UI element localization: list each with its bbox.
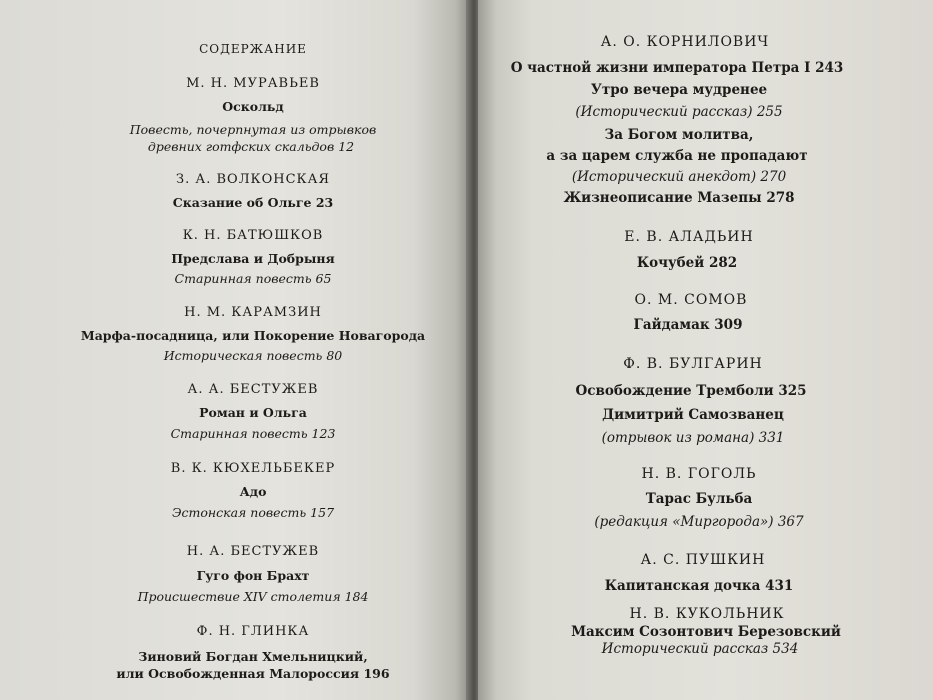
entry-title: Адо — [239, 484, 267, 499]
entry-subtitle: (отрывок из романа) 331 — [601, 430, 785, 446]
entry-subtitle: (редакция «Миргорода») 367 — [594, 514, 804, 530]
entry-subtitle: Старинная повесть 123 — [170, 426, 336, 441]
entry-title: Марфа-посадница, или Покорение Новагорода — [80, 328, 426, 343]
entry-subtitle: Исторический рассказ 534 — [601, 641, 799, 657]
entry-title: Роман и Ольга — [199, 405, 307, 420]
entry-author: М. Н. МУРАВЬЕВ — [186, 76, 320, 91]
entry-title: Капитанская дочка 431 — [604, 578, 794, 594]
entry-subtitle: (Исторический анекдот) 270 — [571, 169, 787, 185]
entry-title: Тарас Бульба — [645, 491, 753, 507]
entry-title: За Богом молитва, — [604, 127, 754, 143]
entry-title: Предслава и Добрыня — [171, 251, 335, 266]
entry-author: А. С. ПУШКИН — [640, 552, 766, 568]
entry-title: Освобождение Тремболи 325 — [575, 383, 807, 399]
entry-title: Утро вечера мудренее — [590, 82, 768, 98]
entry-author: А. А. БЕСТУЖЕВ — [187, 382, 319, 397]
entry-subtitle: древних готфских скальдов 12 — [147, 139, 355, 154]
entry-title: или Освобожденная Малороссия 196 — [116, 666, 390, 681]
entry-author: Ф. В. БУЛГАРИН — [623, 356, 763, 372]
entry-author: О. М. СОМОВ — [634, 292, 748, 308]
entry-author: К. Н. БАТЮШКОВ — [182, 228, 324, 243]
entry-author: Н. А. БЕСТУЖЕВ — [186, 544, 320, 559]
entry-subtitle: Историческая повесть 80 — [163, 348, 343, 363]
entry-title: Оскольд — [222, 99, 284, 114]
entry-author: Е. В. АЛАДЬИН — [624, 229, 754, 245]
entry-subtitle: (Исторический рассказ) 255 — [575, 104, 783, 120]
entry-author: Н. В. ГОГОЛЬ — [641, 466, 757, 482]
entry-author: В. К. КЮХЕЛЬБЕКЕР — [170, 461, 336, 476]
entry-title: а за царем служба не пропадают — [546, 148, 808, 164]
entry-author: Н. В. КУКОЛЬНИК — [629, 606, 785, 622]
entry-title: Максим Созонтович Березовский — [571, 624, 841, 640]
entry-title: Гуго фон Брахт — [196, 568, 310, 583]
right-page — [478, 0, 933, 700]
entry-author: Н. М. КАРАМЗИН — [184, 305, 322, 320]
entry-subtitle: Старинная повесть 65 — [174, 271, 332, 286]
entry-title: Сказание об Ольге 23 — [172, 195, 334, 210]
entry-title: Зиновий Богдан Хмельницкий, — [138, 649, 368, 664]
entry-title: Жизнеописание Мазепы 278 — [563, 190, 795, 206]
entry-title: Гайдамак 309 — [633, 317, 743, 333]
entry-author: А. О. КОРНИЛОВИЧ — [600, 34, 770, 50]
entry-subtitle: Повесть, почерпнутая из отрывков — [129, 122, 377, 137]
entry-title: О частной жизни императора Петра I 243 — [510, 60, 844, 76]
entry-subtitle: Происшествие XIV столетия 184 — [137, 589, 369, 604]
entry-title: Кочубей 282 — [636, 255, 738, 271]
contents-heading: СОДЕРЖАНИЕ — [199, 42, 307, 56]
entry-subtitle: Эстонская повесть 157 — [171, 505, 335, 520]
right-contents — [478, 0, 933, 700]
entry-author: З. А. ВОЛКОНСКАЯ — [176, 172, 330, 187]
entry-title: Димитрий Самозванец — [602, 407, 784, 423]
entry-author: Ф. Н. ГЛИНКА — [196, 624, 310, 639]
